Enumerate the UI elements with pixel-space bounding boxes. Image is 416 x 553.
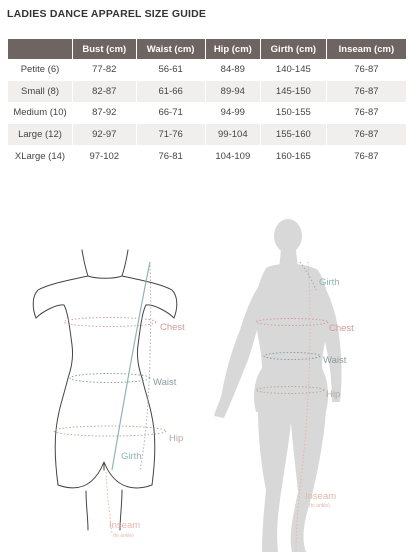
waist-label: Waist [153,377,177,388]
hip-label-right: Hip [326,389,341,400]
size-label: Medium (10) [13,107,67,119]
size-label: Large (12) [8,124,72,146]
bust-cell: 82-87 [73,81,136,103]
chest-label: Chest [160,322,185,333]
bust-cell: 97-102 [89,150,120,162]
girth-cell: 160-165 [275,150,311,162]
table-header-waist: Waist (cm) [137,39,205,59]
waist-cell: 61-66 [137,81,205,103]
hip-cell: 89-94 [206,81,260,103]
girth-line [112,262,150,470]
table-row [8,59,406,81]
table-row [8,145,406,167]
girth-label: Girth [121,451,142,462]
inseam-note: (to ankle) [113,533,134,539]
inseam-cell: 76-87 [354,150,379,162]
bust-cell: 87-92 [92,107,117,119]
waist-cell: 66-71 [158,107,183,119]
waist-label-right: Waist [323,355,347,366]
table-header-inseam: Inseam (cm) [327,39,406,59]
hip-cell: 84-89 [220,64,245,76]
girth-cell: 145-150 [261,81,326,103]
table-header-corner [8,39,72,59]
inseam-note-right: (to ankle) [309,503,330,509]
size-label: XLarge (14) [14,150,66,162]
inseam-cell: 76-87 [327,124,406,146]
inseam-cell: 76-87 [327,81,406,103]
hip-label: Hip [169,433,184,444]
waist-cell: 76-81 [158,150,183,162]
table-row [8,102,406,124]
inseam-cell: 76-87 [354,107,379,119]
torso-outline-figure [33,250,177,530]
size-label: Small (8) [8,81,72,103]
table-header-row [8,39,406,59]
measurement-diagrams [0,210,416,553]
bust-cell: 92-97 [73,124,136,146]
waist-cell: 71-76 [137,124,205,146]
chest-line [64,318,156,327]
inseam-label-right: Inseam [305,491,337,502]
girth-label-right: Girth [319,277,340,288]
hip-cell: 104-109 [215,150,251,162]
girth-cell: 150-155 [275,107,311,119]
girth-line-back [140,262,151,470]
table-header-girth: Girth (cm) [261,39,326,59]
waist-line [70,374,150,383]
size-label: Petite (6) [20,64,60,76]
table-header-hip: Hip (cm) [206,39,260,59]
hip-line [54,426,166,436]
hip-cell: 99-104 [206,124,260,146]
table-row [8,124,406,146]
girth-cell: 155-160 [261,124,326,146]
chest-label-right: Chest [329,323,354,334]
waist-cell: 56-61 [158,64,183,76]
inseam-cell: 76-87 [354,64,379,76]
table-row [8,81,406,103]
hip-cell: 94-99 [220,107,245,119]
inseam-label: Inseam [109,520,141,531]
page-title: LADIES DANCE APPAREL SIZE GUIDE [7,8,207,20]
size-table [7,39,407,167]
table-header-bust: Bust (cm) [73,39,136,59]
girth-cell: 140-145 [275,64,311,76]
bust-cell: 77-82 [92,64,117,76]
